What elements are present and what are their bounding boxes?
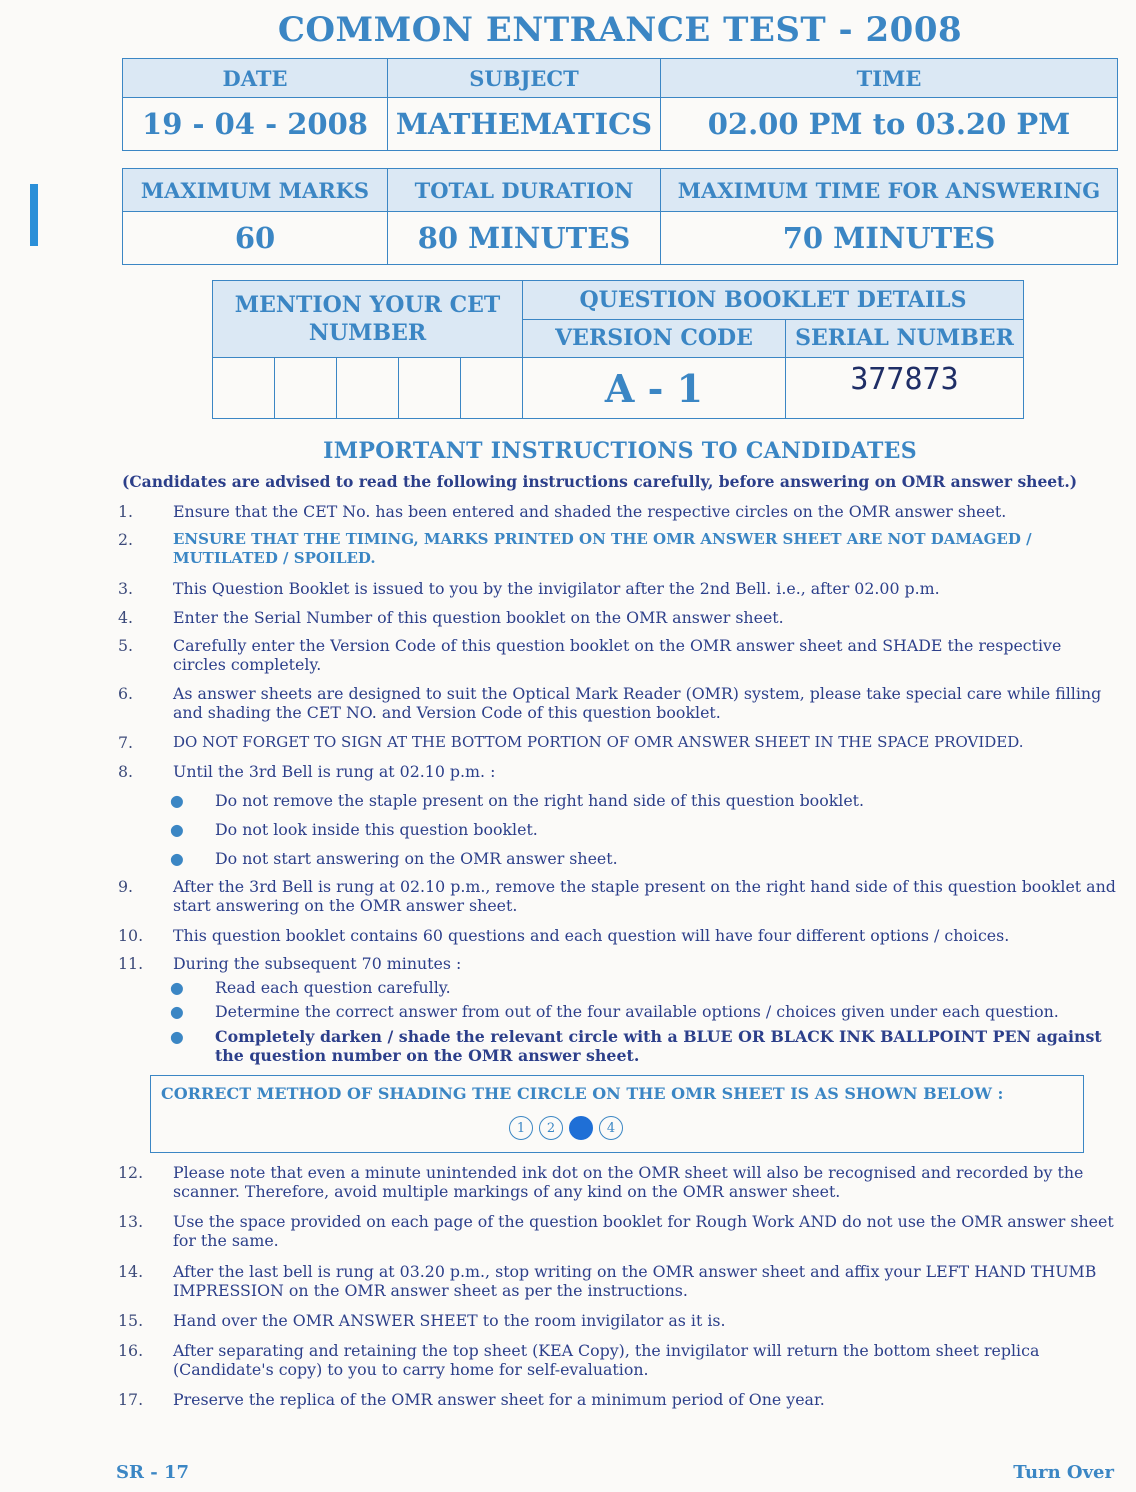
instruction-number: 6. <box>118 684 134 703</box>
instruction-item <box>118 733 1118 752</box>
instruction-number: 4. <box>118 608 134 627</box>
instruction-item <box>118 1390 1118 1409</box>
cet-digit-box[interactable] <box>213 358 275 419</box>
bullet-item <box>170 978 1110 997</box>
cet-digit-box[interactable] <box>337 358 399 419</box>
bullet-text: Do not look inside this question booklet. <box>215 820 538 839</box>
version-code-label: VERSION CODE <box>523 319 786 358</box>
instruction-item <box>118 954 1118 973</box>
instruction-number: 7. <box>118 733 134 752</box>
bullet-text: Read each question carefully. <box>215 978 451 997</box>
instruction-number: 10. <box>118 926 144 945</box>
margin-marker <box>30 184 38 246</box>
instruction-text: As answer sheets are designed to suit the Optical Mark Reader (OMR) system, please take special care while filling and shading the CET NO. and Version Code of this question booklet. <box>173 684 1102 722</box>
cet-digit-box[interactable] <box>461 358 523 419</box>
bullet-text: Do not start answering on the OMR answer sheet. <box>215 849 618 868</box>
bullet-text: Do not remove the staple present on the right hand side of this question booklet. <box>215 791 865 810</box>
page-title: COMMON ENTRANCE TEST - 2008 <box>277 10 963 50</box>
exam-info-table <box>122 58 1118 151</box>
version-code-value: A - 1 <box>523 358 786 419</box>
bullet-item <box>170 1002 1110 1021</box>
mention-cet-label: MENTION YOUR CET NUMBER <box>213 281 523 358</box>
bullet-icon: ● <box>170 978 184 997</box>
instruction-text: Use the space provided on each page of the question booklet for Rough Work AND do not use the OMR answer sheet for the same. <box>173 1212 1114 1250</box>
answer-time-value: 70 MINUTES <box>661 212 1118 265</box>
answer-time-label: MAXIMUM TIME FOR ANSWERING <box>661 169 1118 212</box>
option-circle: 1 <box>509 1116 533 1140</box>
option-circle: 4 <box>599 1116 623 1140</box>
max-marks-value: 60 <box>123 212 388 265</box>
instruction-item <box>118 1163 1118 1201</box>
instruction-item <box>118 1311 1118 1330</box>
instruction-text: This Question Booklet is issued to you by the invigilator after the 2nd Bell. i.e., after 02.00 p.m. <box>173 579 940 598</box>
page-code: SR - 17 <box>116 1462 190 1483</box>
bullet-item <box>170 791 1110 810</box>
subject-value: MATHEMATICS <box>388 98 661 151</box>
instruction-item <box>118 579 1118 598</box>
option-circle: 2 <box>539 1116 563 1140</box>
instruction-text: ENSURE THAT THE TIMING, MARKS PRINTED ON THE OMR ANSWER SHEET ARE NOT DAMAGED / MUTILATED / SPOILED. <box>173 530 1032 567</box>
shading-circles <box>509 1116 623 1140</box>
time-label: TIME <box>661 59 1118 98</box>
instruction-number: 5. <box>118 636 134 655</box>
instruction-number: 15. <box>118 1311 144 1330</box>
instruction-number: 12. <box>118 1163 144 1182</box>
instruction-text: Until the 3rd Bell is rung at 02.10 p.m. : <box>173 762 496 781</box>
bullet-icon: ● <box>170 1027 184 1046</box>
instruction-text: After the 3rd Bell is rung at 02.10 p.m., remove the staple present on the right hand side of this question booklet and start answering on the OMR answer sheet. <box>173 877 1116 915</box>
instruction-number: 1. <box>118 502 134 521</box>
instruction-number: 14. <box>118 1262 144 1281</box>
bullet-item <box>170 820 1110 839</box>
booklet-details-label: QUESTION BOOKLET DETAILS <box>523 281 1024 320</box>
date-label: DATE <box>123 59 388 98</box>
instruction-number: 2. <box>118 530 134 549</box>
instruction-text: Ensure that the CET No. has been entered and shaded the respective circles on the OMR answer sheet. <box>173 502 1007 521</box>
duration-label: TOTAL DURATION <box>388 169 661 212</box>
instruction-text: During the subsequent 70 minutes : <box>173 954 462 973</box>
bullet-text: Determine the correct answer from out of the four available options / choices given under each question. <box>215 1002 1059 1021</box>
shading-example-box <box>150 1075 1084 1153</box>
instruction-text: Preserve the replica of the OMR answer sheet for a minimum period of One year. <box>173 1390 825 1409</box>
instruction-number: 8. <box>118 762 134 781</box>
instruction-text: Please note that even a minute unintended ink dot on the OMR sheet will also be recognised and recorded by the scanner. Therefore, avoid multiple markings of any kind on the OMR answer sheet. <box>173 1163 1084 1201</box>
instruction-item <box>118 636 1118 674</box>
instruction-item <box>118 530 1118 568</box>
instruction-number: 3. <box>118 579 134 598</box>
marks-duration-table <box>122 168 1118 265</box>
instruction-item <box>118 1262 1118 1300</box>
shading-caption: CORRECT METHOD OF SHADING THE CIRCLE ON THE OMR SHEET IS AS SHOWN BELOW : <box>161 1084 1004 1103</box>
serial-number-label: SERIAL NUMBER <box>786 319 1024 358</box>
instruction-text: Enter the Serial Number of this question booklet on the OMR answer sheet. <box>173 608 784 627</box>
instruction-text: After the last bell is rung at 03.20 p.m., stop writing on the OMR answer sheet and affix your LEFT HAND THUMB IMPRESSION on the OMR answer sheet as per the instructions. <box>173 1262 1097 1300</box>
instruction-text: This question booklet contains 60 questions and each question will have four different options / choices. <box>173 926 1010 945</box>
max-marks-label: MAXIMUM MARKS <box>123 169 388 212</box>
instruction-item <box>118 1212 1118 1250</box>
duration-value: 80 MINUTES <box>388 212 661 265</box>
serial-number-value: 377873 <box>786 358 1024 419</box>
instruction-number: 11. <box>118 954 144 973</box>
instruction-item <box>118 877 1118 915</box>
instruction-number: 17. <box>118 1390 144 1409</box>
time-value: 02.00 PM to 03.20 PM <box>661 98 1118 151</box>
instruction-number: 13. <box>118 1212 144 1231</box>
instruction-item <box>118 926 1118 945</box>
cet-digit-box[interactable] <box>399 358 461 419</box>
advice-text: (Candidates are advised to read the following instructions carefully, before answering on OMR answer sheet.) <box>122 472 1078 491</box>
bullet-icon: ● <box>170 791 184 810</box>
instruction-text: DO NOT FORGET TO SIGN AT THE BOTTOM PORTION OF OMR ANSWER SHEET IN THE SPACE PROVIDED. <box>173 733 1024 751</box>
instruction-text: Hand over the OMR ANSWER SHEET to the room invigilator as it is. <box>173 1311 726 1330</box>
instruction-text: Carefully enter the Version Code of this question booklet on the OMR answer sheet and SHADE the respective circles completely. <box>173 636 1062 674</box>
instruction-item <box>118 502 1118 521</box>
bullet-item <box>170 1027 1110 1065</box>
bullet-item <box>170 849 1110 868</box>
booklet-details-table <box>212 280 1024 419</box>
instruction-item <box>118 1341 1118 1379</box>
subject-label: SUBJECT <box>388 59 661 98</box>
bullet-icon: ● <box>170 1002 184 1021</box>
cet-digit-box[interactable] <box>275 358 337 419</box>
instruction-number: 9. <box>118 877 134 896</box>
option-circle-filled <box>569 1116 593 1140</box>
instruction-number: 16. <box>118 1341 144 1360</box>
instruction-item <box>118 762 1118 781</box>
instruction-text: After separating and retaining the top sheet (KEA Copy), the invigilator will return the bottom sheet replica (Candidate's copy) to you to carry home for self-evaluation. <box>173 1341 1040 1379</box>
instructions-heading: IMPORTANT INSTRUCTIONS TO CANDIDATES <box>323 438 917 464</box>
turn-over-label: Turn Over <box>1013 1462 1114 1483</box>
date-value: 19 - 04 - 2008 <box>123 98 388 151</box>
instruction-item <box>118 608 1118 627</box>
bullet-text: Completely darken / shade the relevant circle with a BLUE OR BLACK INK BALLPOINT PEN against the question number on the OMR answer sheet. <box>215 1027 1102 1065</box>
bullet-icon: ● <box>170 820 184 839</box>
instruction-item <box>118 684 1118 722</box>
bullet-icon: ● <box>170 849 184 868</box>
